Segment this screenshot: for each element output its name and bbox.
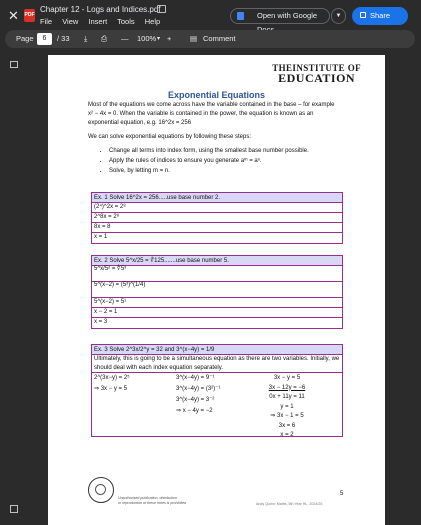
zoom-in-button[interactable]: + — [167, 34, 172, 43]
steps-list — [109, 146, 349, 176]
menu-file[interactable]: File — [40, 17, 53, 26]
logo-line-1: THEINSTITUTE OF — [272, 63, 361, 73]
example-2-step: 5^(x−2) = (5³)^(1/4) — [92, 282, 342, 298]
list-item: • Apply the rules of indices to ensure you generate aᵐ = aⁿ. — [109, 156, 349, 166]
list-item: • Solve, by letting m = n. — [109, 166, 349, 176]
working-line: y = 1 — [280, 403, 294, 410]
example-2-box — [91, 255, 343, 329]
example-1-step: x = 1 — [94, 234, 108, 240]
menu-help[interactable]: Help — [144, 17, 161, 26]
copyright-notice: Unauthorised publication, distribution or reproduction of these notes is prohibited — [118, 496, 187, 505]
logo-line-2: EDUCATION — [278, 71, 356, 85]
working-line: 3x − y = 5 — [273, 375, 301, 381]
comment-icon[interactable]: ▤ — [190, 34, 198, 43]
working-line: 2^(3x−y) = 2⁵ — [94, 375, 130, 381]
pdf-file-icon: PDF — [24, 9, 35, 22]
working-line: ⇒ 3x − y = 5 — [94, 386, 128, 392]
menu-view[interactable]: View — [62, 17, 79, 26]
page-label: Page — [16, 34, 34, 43]
total-pages: / 33 — [57, 34, 70, 43]
folder-icon[interactable] — [157, 5, 166, 13]
working-line: ⇒ x − 4y = −2 — [176, 408, 213, 414]
working-line: ⇒ 3x − 1 = 5 — [270, 413, 304, 419]
left-rail — [0, 50, 48, 525]
open-with-docs-button[interactable]: Open with Google — [230, 8, 330, 24]
zoom-out-button[interactable]: — — [121, 34, 129, 43]
sidebar-toggle-icon[interactable] — [10, 505, 18, 513]
top-bar — [0, 0, 421, 30]
working-line: x = 2 — [280, 432, 294, 438]
menu-tools[interactable]: Tools — [117, 17, 135, 26]
working-line: 0x + 11y = 11 — [269, 394, 305, 400]
example-3-header: Ex. 3 Solve 2^3x/2^y = 32 and 3^(x−4y) = 1/9 — [92, 345, 342, 355]
working-line: 3^(x−4y) = (3²)⁻¹ — [176, 386, 221, 392]
example-3-column-2 — [176, 373, 220, 417]
example-2-header: Ex. 2 Solve 5^x/25 = ∜125.......use base number 5. — [92, 256, 342, 266]
page-number-input[interactable]: 6 — [37, 33, 52, 45]
institute-seal — [88, 477, 114, 503]
working-line: 3x − 12y = −6 — [268, 384, 306, 391]
list-item: • Change all terms into index form, using the smallest base number possible. — [109, 146, 349, 156]
comment-button[interactable]: Comment — [203, 34, 236, 43]
right-rail — [385, 50, 421, 525]
example-3-note: Ultimately, this is going to be a simultaneous equation as there are two variables. Initially, we should deal with each index equation separately. — [92, 355, 342, 373]
zoom-level[interactable]: 100% — [137, 34, 157, 43]
example-2-step: 5^x/5² = ∜5³ — [92, 266, 342, 282]
example-3-column-1 — [94, 373, 130, 395]
menu-bar — [40, 17, 168, 26]
example-1-step: (2⁴)^2x = 2⁸ — [92, 203, 342, 213]
close-icon[interactable]: ✕ — [8, 8, 19, 23]
page-number: 5 — [340, 491, 344, 497]
example-1-step: 2^8x = 2⁸ — [92, 213, 342, 223]
example-1-box — [91, 192, 343, 244]
menu-insert[interactable]: Insert — [88, 17, 108, 26]
working-line: 3x = 6 — [278, 422, 296, 429]
document-title: Chapter 12 - Logs and Indices.pdf — [40, 5, 161, 14]
example-3-column-3 — [257, 374, 317, 441]
steps-intro: We can solve exponential equations by following these steps: — [88, 134, 251, 140]
institute-logo — [272, 63, 361, 84]
example-2-step: 5^(x−2) = 5¹ — [92, 298, 342, 308]
pdf-page — [48, 55, 385, 525]
example-1-header: Ex. 1 Solve 16^2x = 256.....use base number 2. — [92, 193, 342, 203]
working-line: 3^(x−4y) = 3⁻² — [176, 397, 215, 403]
intro-paragraph: Most of the equations we come across have the variable contained in the base – for example x² − 4x = 0. When the variable is contained in the power, the equation is known as an exponential equation, e.g. 16^2x = 256 — [88, 102, 335, 126]
lock-icon — [360, 12, 366, 18]
share-button[interactable]: Share — [352, 7, 408, 25]
google-docs-icon — [237, 12, 244, 20]
example-2-step: x = 3 — [94, 319, 108, 325]
download-icon[interactable]: ⤓ — [84, 34, 88, 43]
zoom-dropdown-icon[interactable]: ▾ — [157, 36, 161, 42]
example-1-step: 8x = 8 — [92, 223, 342, 233]
footer-author: Andy Quinn: Maths, 5th Year HL, 2024/25 — [256, 502, 323, 506]
example-2-step: x − 2 = 1 — [92, 308, 342, 318]
chevron-down-icon[interactable]: ▼ — [331, 8, 346, 24]
outline-icon[interactable] — [10, 61, 18, 68]
page-title: Exponential Equations — [167, 90, 265, 100]
print-icon[interactable]: ⎙ — [101, 34, 107, 43]
working-line: 3^(x−4y) = 9⁻¹ — [176, 375, 215, 381]
pdf-toolbar — [5, 30, 415, 48]
